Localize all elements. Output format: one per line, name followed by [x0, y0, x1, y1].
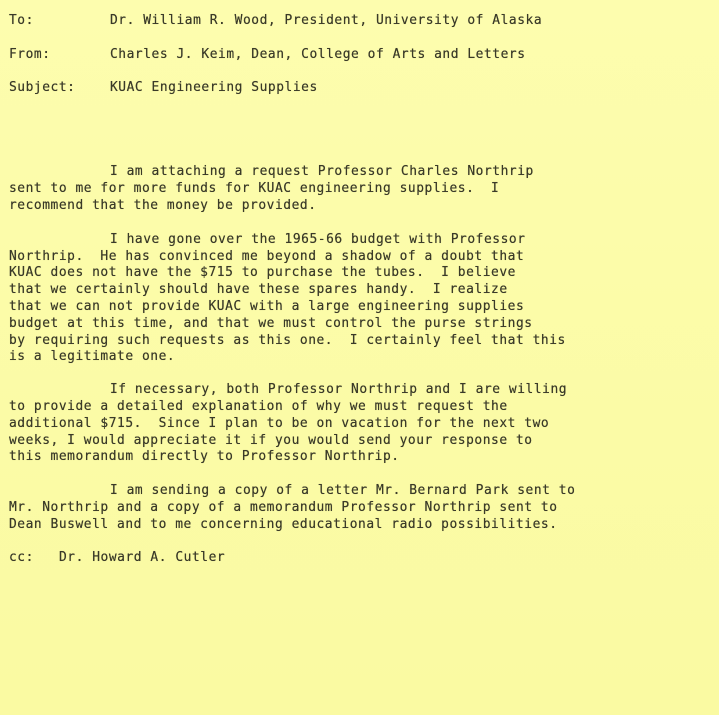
- from-value: Charles J. Keim, Dean, College of Arts and Letters: [110, 47, 526, 62]
- paragraph-line: that we certainly should have these spares handy. I realize: [9, 282, 508, 297]
- paragraph-line: Northrip. He has convinced me beyond a shadow of a doubt that: [9, 249, 525, 264]
- paragraph-line: I have gone over the 1965-66 budget with Professor: [110, 232, 526, 247]
- cc-value: Dr. Howard A. Cutler: [59, 550, 226, 565]
- paragraph-line: by requiring such requests as this one. I certainly feel that this: [9, 333, 566, 348]
- subject-value: KUAC Engineering Supplies: [110, 80, 318, 95]
- paragraph-line: budget at this time, and that we must control the purse strings: [9, 316, 533, 331]
- paragraph-line: Mr. Northrip and a copy of a memorandum Professor Northrip sent to: [9, 500, 558, 515]
- paragraph-line: I am sending a copy of a letter Mr. Bernard Park sent to: [110, 483, 576, 498]
- paragraph-line: recommend that the money be provided.: [9, 198, 317, 213]
- to-value: Dr. William R. Wood, President, University of Alaska: [110, 13, 543, 28]
- paragraph-line: KUAC does not have the $715 to purchase the tubes. I believe: [9, 265, 516, 280]
- paragraph-line: this memorandum directly to Professor Northrip.: [9, 449, 400, 464]
- paragraph-line: that we can not provide KUAC with a large engineering supplies: [9, 299, 525, 314]
- to-label: To:: [9, 13, 34, 28]
- paragraph-line: additional $715. Since I plan to be on vacation for the next two: [9, 416, 550, 431]
- paragraph-line: sent to me for more funds for KUAC engineering supplies. I: [9, 181, 500, 196]
- paragraph-line: is a legitimate one.: [9, 349, 176, 364]
- paragraph-line: I am attaching a request Professor Charles Northrip: [110, 164, 534, 179]
- paragraph-line: weeks, I would appreciate it if you would send your response to: [9, 433, 533, 448]
- paragraph-line: to provide a detailed explanation of why we must request the: [9, 399, 508, 414]
- subject-label: Subject:: [9, 80, 76, 95]
- cc-label: cc:: [9, 550, 34, 565]
- paragraph-line: If necessary, both Professor Northrip and I are willing: [110, 382, 568, 397]
- paragraph-line: Dean Buswell and to me concerning educational radio possibilities.: [9, 517, 558, 532]
- from-label: From:: [9, 47, 51, 62]
